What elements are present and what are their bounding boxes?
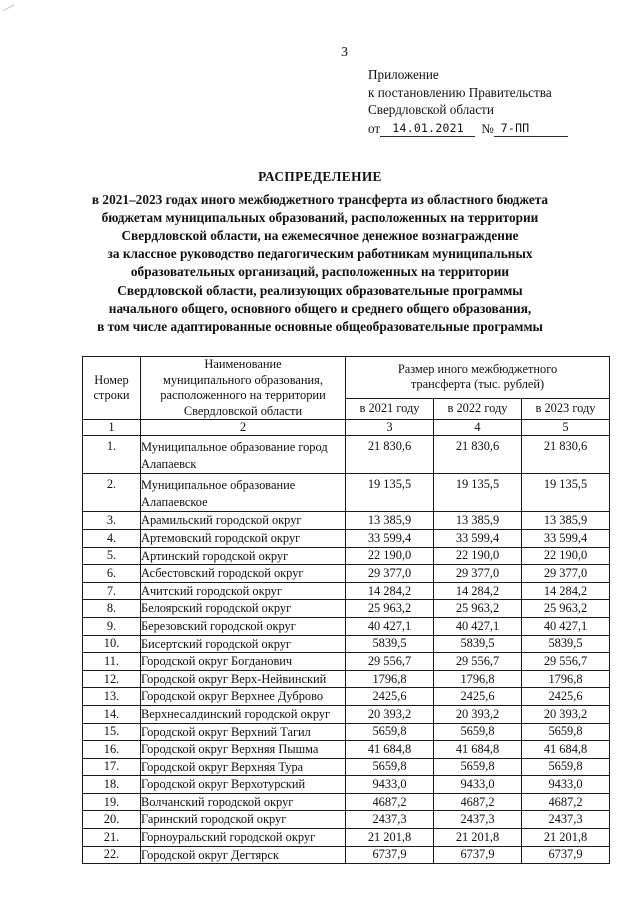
column-number-3: 3 <box>346 420 434 436</box>
municipality-name: Асбестовский городской округ <box>141 565 346 583</box>
title-line-8: в том числе адаптированные основные общеобразовательные программы <box>97 318 543 334</box>
row-index: 8. <box>83 600 141 618</box>
table-row <box>83 670 610 688</box>
column-numbering-row <box>83 420 610 436</box>
table-head <box>83 357 610 420</box>
amount-2021: 9433,0 <box>346 776 434 794</box>
amount-2022: 1796,8 <box>434 670 522 688</box>
municipality-name: Городской округ Дегтярск <box>141 846 346 864</box>
header-transfer-amount-group: Размер иного межбюджетного трансферта (тыс. рублей) <box>346 357 610 399</box>
row-index: 16. <box>83 741 141 759</box>
municipality-name: Артемовский городской округ <box>141 529 346 547</box>
table-row <box>83 811 610 829</box>
row-index: 11. <box>83 653 141 671</box>
municipality-name: Городской округ Верхотурский <box>141 776 346 794</box>
amount-2022: 25 963,2 <box>434 600 522 618</box>
row-index: 3. <box>83 512 141 530</box>
amount-2022: 21 830,6 <box>434 436 522 474</box>
municipality-name: Городской округ Верхняя Пышма <box>141 741 346 759</box>
document-heading: РАСПРЕДЕЛЕНИЕ <box>258 169 382 184</box>
amount-2023: 29 377,0 <box>522 565 610 583</box>
amount-2023: 20 393,2 <box>522 705 610 723</box>
distribution-table <box>82 356 610 864</box>
row-index: 19. <box>83 793 141 811</box>
amount-2021: 2425,6 <box>346 688 434 706</box>
amount-2022: 21 201,8 <box>434 829 522 847</box>
row-index: 21. <box>83 829 141 847</box>
municipality-name: Горноуральский городской округ <box>141 829 346 847</box>
amount-2023: 25 963,2 <box>522 600 610 618</box>
header-municipality-name: Наименование муниципального образования, расположенного на территории Свердловской области <box>141 357 346 420</box>
amount-2023: 13 385,9 <box>522 512 610 530</box>
municipality-name: Арамильский городской округ <box>141 512 346 530</box>
row-index: 4. <box>83 529 141 547</box>
amount-2022: 2437,3 <box>434 811 522 829</box>
amount-2023: 9433,0 <box>522 776 610 794</box>
amount-2023: 21 201,8 <box>522 829 610 847</box>
amount-2023: 5659,8 <box>522 723 610 741</box>
table-row <box>83 474 610 512</box>
amount-2023: 6737,9 <box>522 846 610 864</box>
amount-2022: 5659,8 <box>434 723 522 741</box>
row-index: 13. <box>83 688 141 706</box>
table-row <box>83 617 610 635</box>
row-index: 6. <box>83 565 141 583</box>
amount-2021: 5659,8 <box>346 723 434 741</box>
title-line-1: в 2021–2023 годах иного межбюджетного трансферта из областного бюджета <box>91 192 549 208</box>
title-line-3: Свердловской области, на ежемесячное денежное вознаграждение <box>121 228 519 244</box>
decree-number-label: № <box>481 120 494 136</box>
amount-2022: 20 393,2 <box>434 705 522 723</box>
decree-number-value: 7-ПП <box>494 121 568 137</box>
amount-2022: 5839,5 <box>434 635 522 653</box>
amount-2022: 2425,6 <box>434 688 522 706</box>
table-row <box>83 688 610 706</box>
amount-2022: 14 284,2 <box>434 582 522 600</box>
document-title-block <box>0 168 640 336</box>
municipality-name: Белоярский городской округ <box>141 600 346 618</box>
table-row <box>83 565 610 583</box>
table-row <box>83 758 610 776</box>
amount-2023: 29 556,7 <box>522 653 610 671</box>
amount-2022: 29 377,0 <box>434 565 522 583</box>
appendix-line-3: Свердловской области <box>368 102 494 118</box>
table-row <box>83 829 610 847</box>
table-row <box>83 529 610 547</box>
municipality-name: Березовский городской округ <box>141 617 346 635</box>
amount-2021: 22 190,0 <box>346 547 434 565</box>
page-number: 3 <box>341 45 348 60</box>
row-index: 12. <box>83 670 141 688</box>
amount-2021: 21 201,8 <box>346 829 434 847</box>
title-line-4: за классное руководство педагогическим работникам муниципальных <box>107 246 533 262</box>
row-index: 2. <box>83 474 141 512</box>
table-row <box>83 635 610 653</box>
column-number-1: 1 <box>83 420 141 436</box>
amount-2023: 19 135,5 <box>522 474 610 512</box>
header-year-2021: в 2021 году <box>346 398 434 420</box>
column-number-5: 5 <box>522 420 610 436</box>
amount-2021: 6737,9 <box>346 846 434 864</box>
table-row <box>83 653 610 671</box>
table-row <box>83 582 610 600</box>
row-index: 14. <box>83 705 141 723</box>
amount-2022: 19 135,5 <box>434 474 522 512</box>
amount-2021: 41 684,8 <box>346 741 434 759</box>
row-index: 7. <box>83 582 141 600</box>
municipality-name: Волчанский городской округ <box>141 793 346 811</box>
row-index: 22. <box>83 846 141 864</box>
row-index: 5. <box>83 547 141 565</box>
table-row <box>83 512 610 530</box>
appendix-header <box>368 66 628 137</box>
amount-2023: 40 427,1 <box>522 617 610 635</box>
municipality-name: Муниципальное образование город Алапаевск <box>141 436 346 474</box>
amount-2022: 29 556,7 <box>434 653 522 671</box>
amount-2021: 40 427,1 <box>346 617 434 635</box>
amount-2022: 13 385,9 <box>434 512 522 530</box>
table-row <box>83 705 610 723</box>
table-row <box>83 600 610 618</box>
amount-2021: 29 556,7 <box>346 653 434 671</box>
amount-2023: 21 830,6 <box>522 436 610 474</box>
amount-2021: 5659,8 <box>346 758 434 776</box>
row-index: 17. <box>83 758 141 776</box>
amount-2023: 41 684,8 <box>522 741 610 759</box>
row-index: 15. <box>83 723 141 741</box>
table-row <box>83 793 610 811</box>
amount-2022: 40 427,1 <box>434 617 522 635</box>
row-index: 9. <box>83 617 141 635</box>
appendix-line-2: к постановлению Правительства <box>368 84 552 100</box>
header-year-2023: в 2023 году <box>522 398 610 420</box>
decree-date-label: от <box>368 120 381 136</box>
municipality-name: Артинский городской округ <box>141 547 346 565</box>
amount-2021: 25 963,2 <box>346 600 434 618</box>
municipality-name: Муниципальное образование Алапаевское <box>141 474 346 512</box>
row-index: 20. <box>83 811 141 829</box>
amount-2022: 9433,0 <box>434 776 522 794</box>
amount-2021: 33 599,4 <box>346 529 434 547</box>
amount-2023: 2425,6 <box>522 688 610 706</box>
amount-2023: 22 190,0 <box>522 547 610 565</box>
decree-reference-line <box>368 120 628 138</box>
amount-2021: 2437,3 <box>346 811 434 829</box>
municipality-name: Гаринский городской округ <box>141 811 346 829</box>
amount-2022: 22 190,0 <box>434 547 522 565</box>
amount-2022: 33 599,4 <box>434 529 522 547</box>
amount-2021: 5839,5 <box>346 635 434 653</box>
table-row <box>83 547 610 565</box>
amount-2023: 5839,5 <box>522 635 610 653</box>
table-row <box>83 846 610 864</box>
amount-2023: 5659,8 <box>522 758 610 776</box>
municipality-name: Городской округ Богданович <box>141 653 346 671</box>
table-row <box>83 776 610 794</box>
amount-2021: 19 135,5 <box>346 474 434 512</box>
title-line-5: образовательных организаций, расположенных на территории <box>130 264 510 280</box>
amount-2023: 1796,8 <box>522 670 610 688</box>
amount-2023: 2437,3 <box>522 811 610 829</box>
municipality-name: Городской округ Верхний Тагил <box>141 723 346 741</box>
amount-2023: 33 599,4 <box>522 529 610 547</box>
amount-2021: 29 377,0 <box>346 565 434 583</box>
municipality-name: Бисертский городской округ <box>141 635 346 653</box>
amount-2023: 14 284,2 <box>522 582 610 600</box>
row-index: 1. <box>83 436 141 474</box>
table-row <box>83 723 610 741</box>
amount-2022: 41 684,8 <box>434 741 522 759</box>
municipality-name: Ачитский городской округ <box>141 582 346 600</box>
header-row-number: Номер строки <box>83 357 141 420</box>
amount-2022: 6737,9 <box>434 846 522 864</box>
header-year-2022: в 2022 году <box>434 398 522 420</box>
amount-2022: 5659,8 <box>434 758 522 776</box>
municipality-name: Городской округ Верх-Нейвинский <box>141 670 346 688</box>
municipality-name: Верхнесалдинский городской округ <box>141 705 346 723</box>
amount-2022: 4687,2 <box>434 793 522 811</box>
scan-artifact-mark <box>3 5 17 18</box>
row-index: 10. <box>83 635 141 653</box>
amount-2021: 21 830,6 <box>346 436 434 474</box>
amount-2023: 4687,2 <box>522 793 610 811</box>
amount-2021: 1796,8 <box>346 670 434 688</box>
municipality-name: Городской округ Верхняя Тура <box>141 758 346 776</box>
amount-2021: 20 393,2 <box>346 705 434 723</box>
municipality-name: Городской округ Верхнее Дуброво <box>141 688 346 706</box>
decree-date-value: 14.01.2021 <box>380 121 475 137</box>
amount-2021: 13 385,9 <box>346 512 434 530</box>
title-line-7: начального общего, основного общего и среднего общего образования, <box>108 300 532 316</box>
amount-2021: 14 284,2 <box>346 582 434 600</box>
title-line-2: бюджетам муниципальных образований, расположенных на территории <box>101 210 539 226</box>
title-line-6: Свердловской области, реализующих образовательные программы <box>117 282 523 298</box>
table-row <box>83 436 610 474</box>
amount-2021: 4687,2 <box>346 793 434 811</box>
appendix-line-1: Приложение <box>368 67 439 82</box>
table-row <box>83 741 610 759</box>
column-number-2: 2 <box>141 420 346 436</box>
column-number-4: 4 <box>434 420 522 436</box>
row-index: 18. <box>83 776 141 794</box>
table-body <box>83 420 610 864</box>
table-header-row-main <box>83 357 610 399</box>
